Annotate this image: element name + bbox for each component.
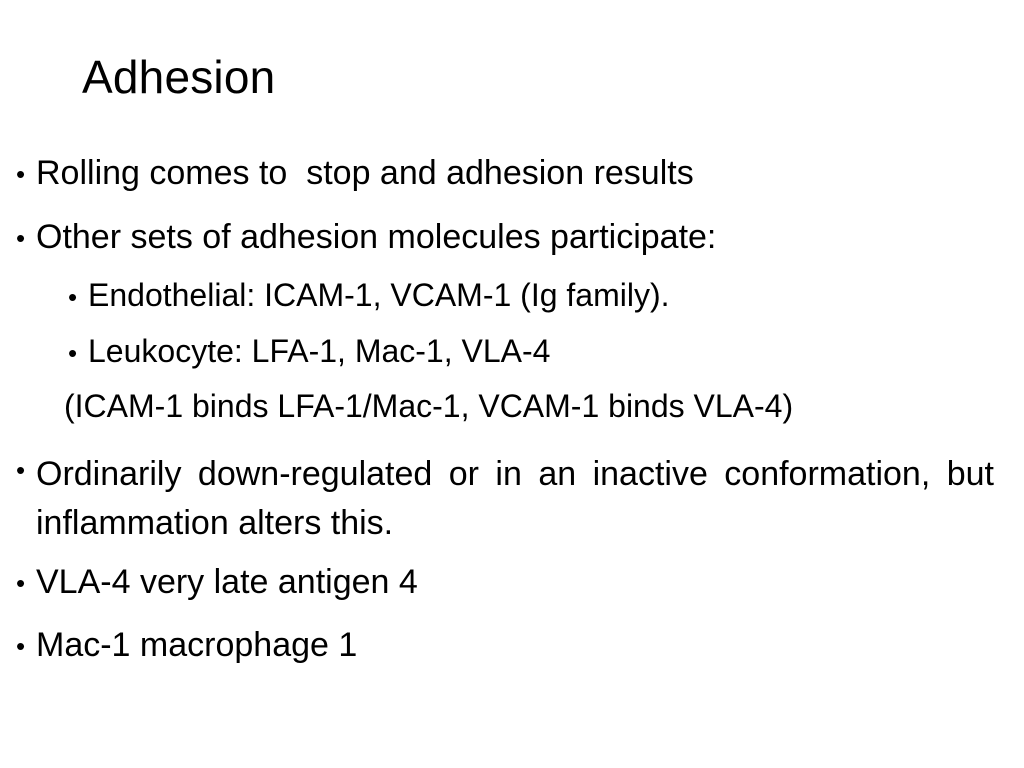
bullet-text: Mac-1 macrophage 1 (36, 626, 358, 664)
bullet-marker: • (68, 282, 78, 312)
bullet-marker: • (16, 631, 26, 661)
bullet-text: Other sets of adhesion molecules participate: (36, 218, 717, 256)
slide-title: Adhesion (82, 51, 276, 103)
bullet-marker: • (16, 455, 26, 485)
bullet-marker: • (16, 159, 26, 189)
bullet-marker: • (16, 223, 26, 253)
bullet-text: Ordinarily down-regulated or in an inactive conformation, but inflammation alters this. (36, 455, 994, 543)
bullet-text: VLA-4 very late antigen 4 (36, 563, 418, 601)
bullet-text: Endothelial: ICAM-1, VCAM-1 (Ig family). (88, 277, 670, 313)
continuation-line (64, 388, 793, 425)
bullet-marker: • (16, 568, 26, 598)
bullet-item (16, 218, 716, 258)
bullet-text: Rolling comes to stop and adhesion results (36, 154, 694, 192)
sub-bullet-item (68, 277, 670, 317)
bullet-marker: • (68, 338, 78, 368)
sub-bullet-item (68, 333, 550, 373)
bullet-item (16, 450, 996, 549)
bullet-item (16, 563, 418, 603)
bullet-item (16, 626, 357, 666)
continuation-text: (ICAM-1 binds LFA-1/Mac-1, VCAM-1 binds VLA-4) (64, 388, 794, 424)
bullet-item (16, 154, 694, 194)
bullet-text: Leukocyte: LFA-1, Mac-1, VLA-4 (88, 333, 551, 369)
